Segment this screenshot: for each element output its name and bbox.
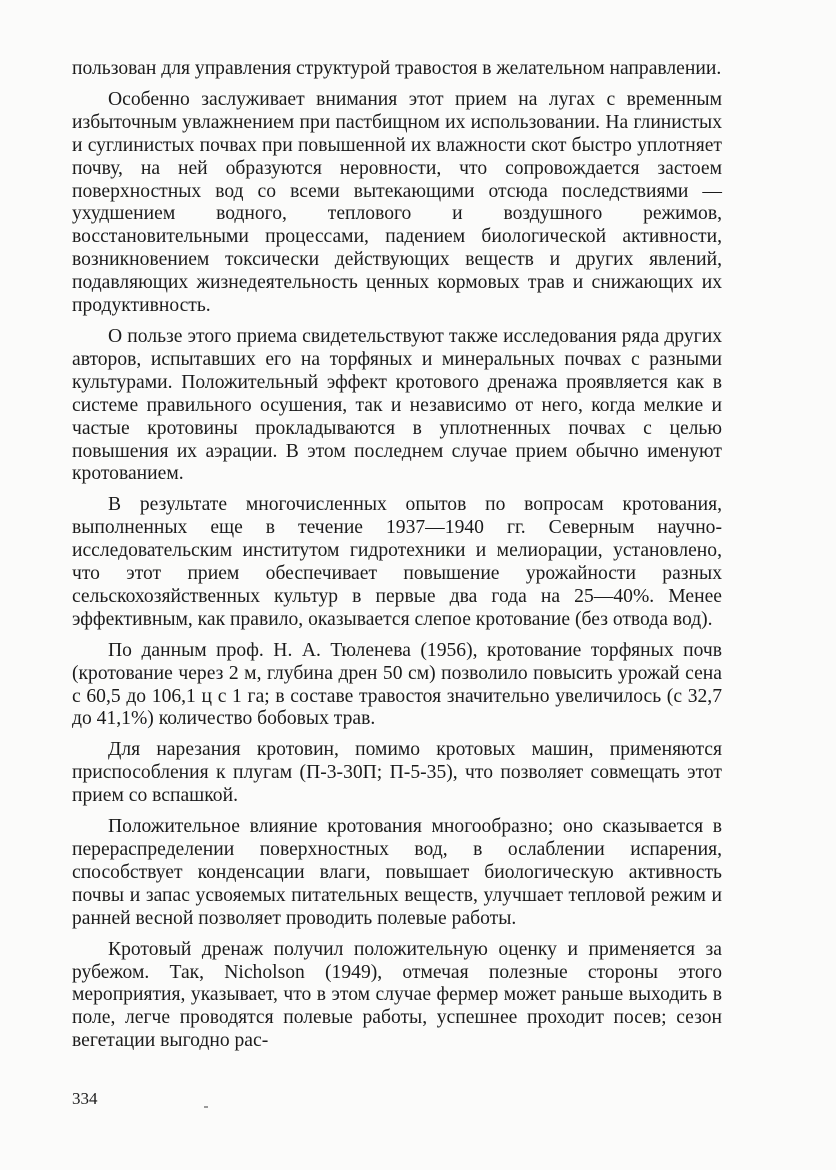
paragraph-experiments: В результате многочисленных опытов по вопросам кротования, выполненных еще в течение 1937—1940 гг. Северным научно-исследовательским институтом гидротехники и мелиорации, установлено, что этот прием обеспечивает повышение урожайности разных сельскохозяйственных культур в первые два года на 25—40%. Менее эффективным, как правило, оказывается слепое кротование (без отвода вод).	[72, 494, 722, 630]
paragraph-tyuleneva: По данным проф. Н. А. Тюленева (1956), кротование торфяных почв (кротование через 2 м, глубина дрен 50 см) позволило повысить урожай сена с 60,5 до 106,1 ц с 1 га; в составе травостоя значительно увеличилось (с 32,7 до 41,1%) количество бобовых трав.	[72, 639, 722, 730]
paragraph-abroad: Кротовый дренаж получил положительную оценку и применяется за рубежом. Так, Nicholson (1949), отмечая полезные стороны этого мероприятия, указывает, что в этом случае фермер может раньше выходить в поле, легче проводятся полевые работы, успешнее проходит посев; сезон вегетации выгодно рас-	[72, 938, 722, 1052]
paragraph-meadows: Особенно заслуживает внимания этот прием на лугах с временным избыточным увлажнением при пастбищном их использовании. На глинистых и суглинистых почвах при повышенной их влажности скот быстро уплотняет почву, на ней образуются неровности, что сопровождается застоем поверхностных вод со всеми вытекающими отсюда последствиями — ухудшением водного, теплового и воздушного режимов, восстановительными процессами, падением биологической активности, возникновением токсически действующих веществ и других явлений, подавляющих жизнедеятельность ценных кормовых трав и снижающих их продуктивность.	[72, 88, 722, 317]
print-speck	[204, 1106, 208, 1108]
body-text	[72, 58, 722, 1053]
paragraph-continuation: пользован для управления структурой травостоя в желательном направлении.	[72, 58, 722, 79]
paragraph-benefits: О пользе этого приема свидетельствуют также исследования ряда других авторов, испытавших его на торфяных и минеральных почвах с разными культурами. Положительный эффект кротового дренажа проявляется как в системе правильного осушения, так и независимо от него, когда мелкие и частые кротовины прокладываются в уплотненных почвах с целью повышения их аэрации. В этом последнем случае прием обычно именуют кротованием.	[72, 325, 722, 485]
paragraph-positive-effects: Положительное влияние кротования многообразно; оно сказывается в перераспределении поверхностных вод, в ослаблении испарения, способствует конденсации влаги, повышает биологическую активность почвы и запас усвояемых питательных веществ, улучшает тепловой режим и ранней весной позволяет проводить полевые работы.	[72, 816, 722, 929]
page-number: 334	[72, 1089, 98, 1108]
paragraph-plough-attachments: Для нарезания кротовин, помимо кротовых машин, применяются приспособления к плугам (П-3-30П; П-5-35), что позволяет совмещать этот прием со вспашкой.	[72, 739, 722, 807]
